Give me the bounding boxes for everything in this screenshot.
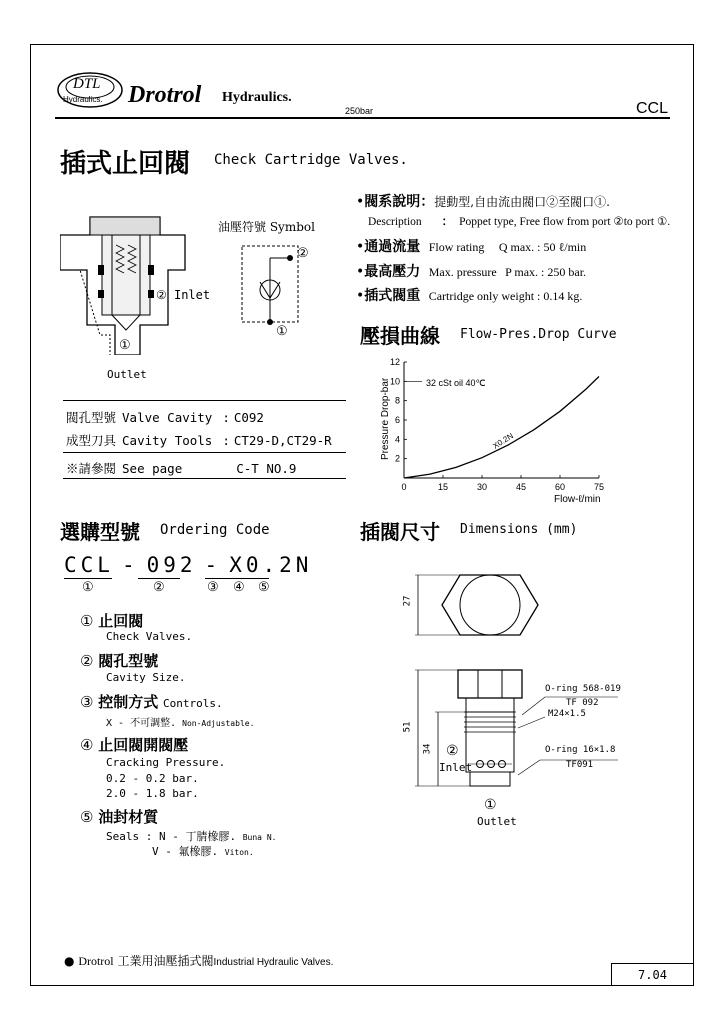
- dim-27: 27: [402, 595, 413, 607]
- symbol-port2: ②: [297, 246, 309, 261]
- logo-text: DTL: [73, 76, 101, 92]
- brand-name: Drotrol: [128, 82, 202, 108]
- model-code: CCL: [636, 100, 669, 117]
- dimension-drawing: [400, 565, 700, 835]
- symbol-label: 油壓符號 Symbol: [218, 220, 315, 234]
- dimensions-title-cn: 插閥尺寸: [360, 520, 440, 544]
- chart-title-en: Flow-Pres.Drop Curve: [460, 327, 617, 342]
- ordering-item-4: ④ 止回閥開閥壓: [80, 736, 189, 754]
- dimensions-title-en: Dimensions (mm): [460, 522, 578, 537]
- tf091: TF091: [566, 760, 594, 770]
- chart-y-tick-label: 2: [394, 453, 400, 464]
- dim-inlet: Inlet: [439, 761, 473, 774]
- ordering-item-4-line-2: 2.0 - 1.8 bar.: [106, 787, 199, 800]
- pressure-drop-chart: [370, 355, 620, 505]
- chart-ylabel: Pressure Drop-bar: [380, 377, 391, 460]
- chart-series-label: X0.2N: [491, 431, 515, 451]
- spec-weight: •插式閥重 Cartridge only weight : 0.14 kg.: [356, 288, 583, 304]
- thread: M24×1.5: [548, 709, 586, 719]
- oring-1: O-ring 568-019: [545, 684, 621, 694]
- dim-outlet: Outlet: [477, 815, 517, 828]
- dim-34: 34: [422, 743, 433, 755]
- spec-pressure: •最高壓力 Max. pressure P max. : 250 bar.: [356, 264, 587, 280]
- ordering-item-5: ⑤ 油封材質: [80, 808, 159, 826]
- code-num-5: ⑤: [258, 580, 270, 595]
- chart-x-tick-label: 15: [437, 482, 449, 492]
- page-number: 7.04: [611, 963, 693, 985]
- symbol-port1: ①: [276, 324, 288, 339]
- ordering-item-5-seal-1: Seals : N - 丁腈橡膠. Buna N.: [106, 830, 277, 843]
- page-frame: [30, 44, 694, 986]
- chart-xlabel: Flow-ℓ/min: [554, 494, 601, 505]
- logo-ring-text: Hydraulics.: [63, 95, 103, 104]
- chart-series-line: [404, 377, 599, 479]
- chart-y-tick-label: 4: [394, 434, 400, 445]
- section-port2-label: ② Inlet: [156, 288, 211, 302]
- ordering-item-1-en: Check Valves.: [106, 630, 193, 643]
- tf092: TF 092: [566, 698, 599, 708]
- spec-flow: •通過流量 Flow rating Q max. : 50 ℓ/min: [356, 239, 587, 255]
- chart-x-tick-label: 45: [515, 482, 527, 492]
- dim-51: 51: [402, 721, 413, 733]
- ordering-item-4-line-1: 0.2 - 0.2 bar.: [106, 772, 199, 785]
- oring-2: O-ring 16×1.8: [545, 745, 616, 755]
- pressure-tag: 250bar: [345, 106, 374, 116]
- ordering-title-en: Ordering Code: [160, 522, 270, 538]
- chart-x-tick-label: 30: [476, 482, 488, 492]
- chart-x-tick-label: 75: [593, 482, 605, 492]
- ordering-code: CCL - 092 - X0.2N: [64, 553, 313, 577]
- dim-port1: ①: [484, 797, 497, 813]
- chart-y-tick-label: 6: [394, 415, 400, 425]
- ordering-item-5-seal-2: V - 氟橡膠. Viton.: [152, 845, 254, 858]
- cavity-row-2: 成型刀具 Cavity Tools : CT29-D,CT29-R: [66, 433, 332, 448]
- header-rule: [55, 117, 670, 119]
- ordering-item-2: ② 閥孔型號: [80, 652, 159, 670]
- section-port1-label: ①: [119, 338, 131, 353]
- brand-suffix: Hydraulics.: [222, 90, 292, 105]
- cavity-row-1: 閥孔型號 Valve Cavity : C092: [66, 410, 264, 425]
- code-underline-1: [64, 578, 112, 579]
- code-num-3: ③: [207, 580, 219, 595]
- ordering-item-1: ① 止回閥: [80, 612, 144, 630]
- title-en: Check Cartridge Valves.: [214, 152, 408, 168]
- code-num-2: ②: [153, 580, 165, 595]
- ordering-item-3-sub: X - 不可調整. Non-Adjustable.: [106, 718, 255, 729]
- cartridge-section-view: [60, 205, 195, 355]
- ordering-title-cn: 選購型號: [60, 520, 140, 544]
- ordering-item-4-en: Cracking Pressure.: [106, 756, 226, 769]
- code-num-4: ④: [233, 580, 245, 595]
- chart-title-cn: 壓損曲線: [360, 324, 440, 348]
- chart-y-tick-label: 10: [389, 376, 400, 387]
- outlet-label: Outlet: [107, 368, 147, 381]
- code-underline-2: [138, 578, 180, 579]
- spec-desc-en: Description ： Poppet type, Free flow from port ②to port ①.: [368, 216, 671, 228]
- chart-x-tick-label: 60: [554, 482, 566, 492]
- code-num-1: ①: [82, 580, 94, 595]
- chart-x-tick-label: 0: [401, 482, 407, 492]
- cavity-top-rule: [63, 400, 346, 401]
- title-cn: 插式止回閥: [60, 149, 191, 179]
- cavity-bottom-rule: [63, 478, 346, 479]
- chart-y-tick-label: 8: [394, 395, 400, 406]
- footer-text: ● Drotrol 工業用油壓插式閥Industrial Hydraulic Valves.: [64, 954, 334, 968]
- chart-y-tick-label: 12: [389, 357, 400, 367]
- ordering-item-3: ③ 控制方式 Controls.: [80, 693, 223, 711]
- ordering-item-2-en: Cavity Size.: [106, 671, 186, 684]
- chart-annotation: 32 cSt oil 40℃: [426, 378, 486, 388]
- cavity-see: ※請參閱 See page C-T NO.9: [66, 461, 297, 476]
- code-underline-3: [205, 578, 269, 579]
- spec-desc-cn: •閥系說明：提動型,自由流由閥口②至閥口①.: [356, 194, 610, 210]
- dim-port2: ②: [446, 743, 459, 759]
- cavity-mid-rule: [63, 452, 346, 453]
